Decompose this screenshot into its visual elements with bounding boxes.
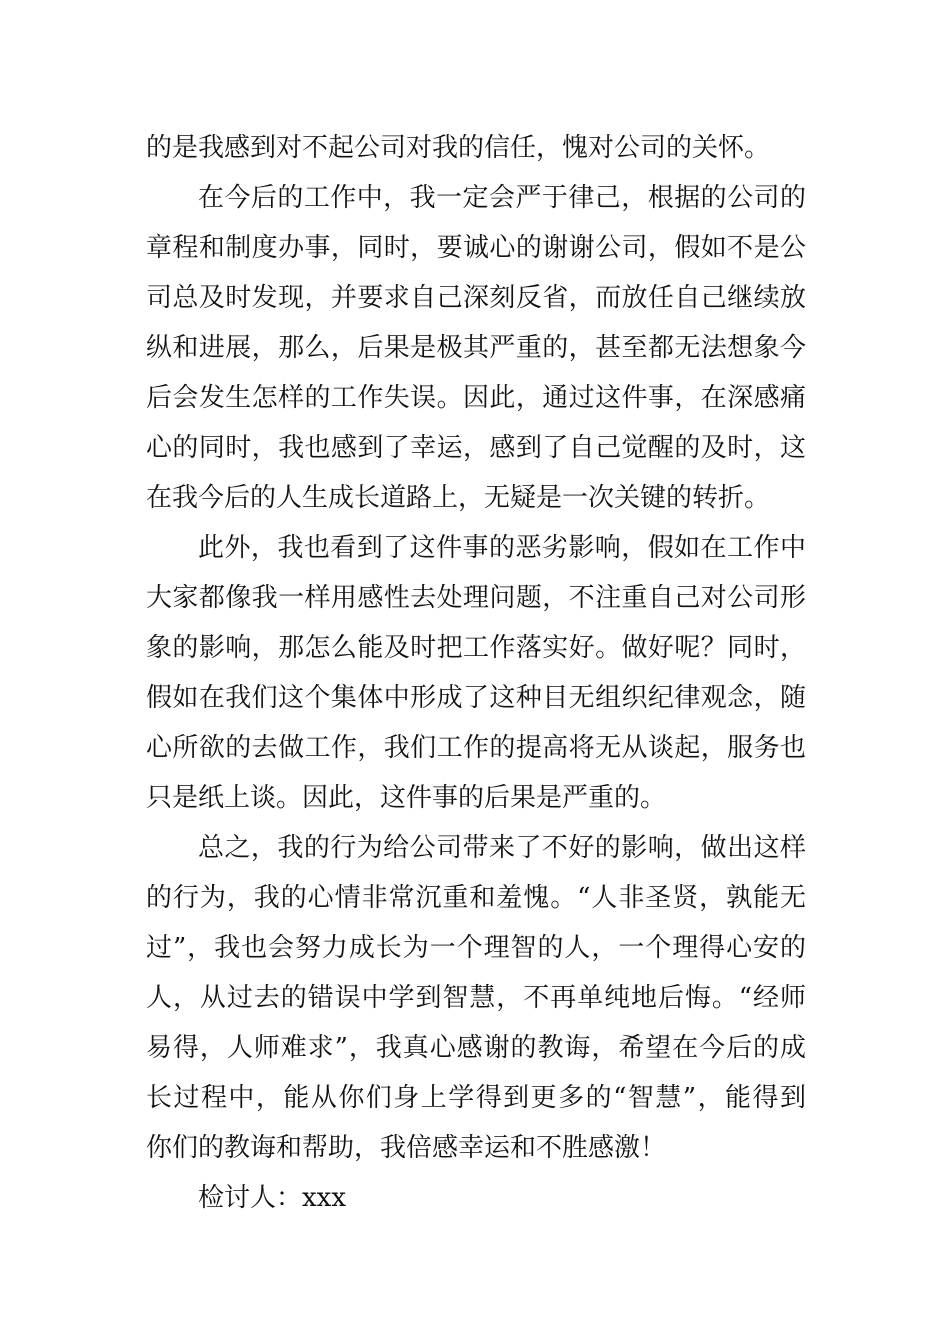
paragraph-4-line-6: 长过程中，能从你们身上学得到更多的“智慧”，能得到 — [146, 1083, 806, 1113]
paragraph-3-line-4: 假如在我们这个集体中形成了这种目无组织纪律观念，随 — [146, 683, 806, 713]
paragraph-1-line-1: 的是我感到对不起公司对我的信任，愧对公司的关怀。 — [146, 133, 771, 163]
paragraph-2-line-4: 纵和进展，那么，后果是极其严重的，甚至都无法想象今 — [146, 333, 806, 363]
paragraph-2-line-1: 在今后的工作中，我一定会严于律己，根据的公司的 — [198, 183, 806, 213]
paragraph-3-line-2: 大家都像我一样用感性去处理问题，不注重自己对公司形 — [146, 583, 806, 613]
paragraph-2-line-5: 后会发生怎样的工作失误。因此，通过这件事，在深感痛 — [146, 383, 806, 413]
paragraph-2-line-6: 心的同时，我也感到了幸运，感到了自己觉醒的及时，这 — [146, 433, 806, 463]
paragraph-4-line-4: 人，从过去的错误中学到智慧，不再单纯地后悔。“经师 — [146, 983, 806, 1013]
paragraph-3-line-3: 象的影响，那怎么能及时把工作落实好。做好呢？同时， — [146, 633, 806, 663]
paragraph-4-line-5: 易得，人师难求”，我真心感谢的教诲，希望在今后的成 — [146, 1033, 806, 1063]
paragraph-2-line-7: 在我今后的人生成长道路上，无疑是一次关键的转折。 — [146, 483, 771, 513]
paragraph-4-line-2: 的行为，我的心情非常沉重和羞愧。“人非圣贤，孰能无 — [146, 883, 806, 913]
paragraph-4-line-3: 过”，我也会努力成长为一个理智的人，一个理得心安的 — [146, 933, 806, 963]
paragraph-4-line-7: 你们的教诲和帮助，我倍感幸运和不胜感激！ — [146, 1133, 667, 1163]
paragraph-2-line-3: 司总及时发现，并要求自己深刻反省，而放任自己继续放 — [146, 283, 806, 313]
paragraph-4-line-1: 总之，我的行为给公司带来了不好的影响，做出这样 — [198, 833, 806, 863]
paragraph-2-line-2: 章程和制度办事，同时，要诚心的谢谢公司，假如不是公 — [146, 233, 806, 263]
paragraph-3-line-1: 此外，我也看到了这件事的恶劣影响，假如在工作中 — [198, 533, 806, 563]
signature: 检讨人：xxx — [198, 1183, 346, 1213]
paragraph-3-line-5: 心所欲的去做工作，我们工作的提高将无从谈起，服务也 — [146, 733, 806, 763]
paragraph-3-line-6: 只是纸上谈。因此，这件事的后果是严重的。 — [146, 783, 667, 813]
